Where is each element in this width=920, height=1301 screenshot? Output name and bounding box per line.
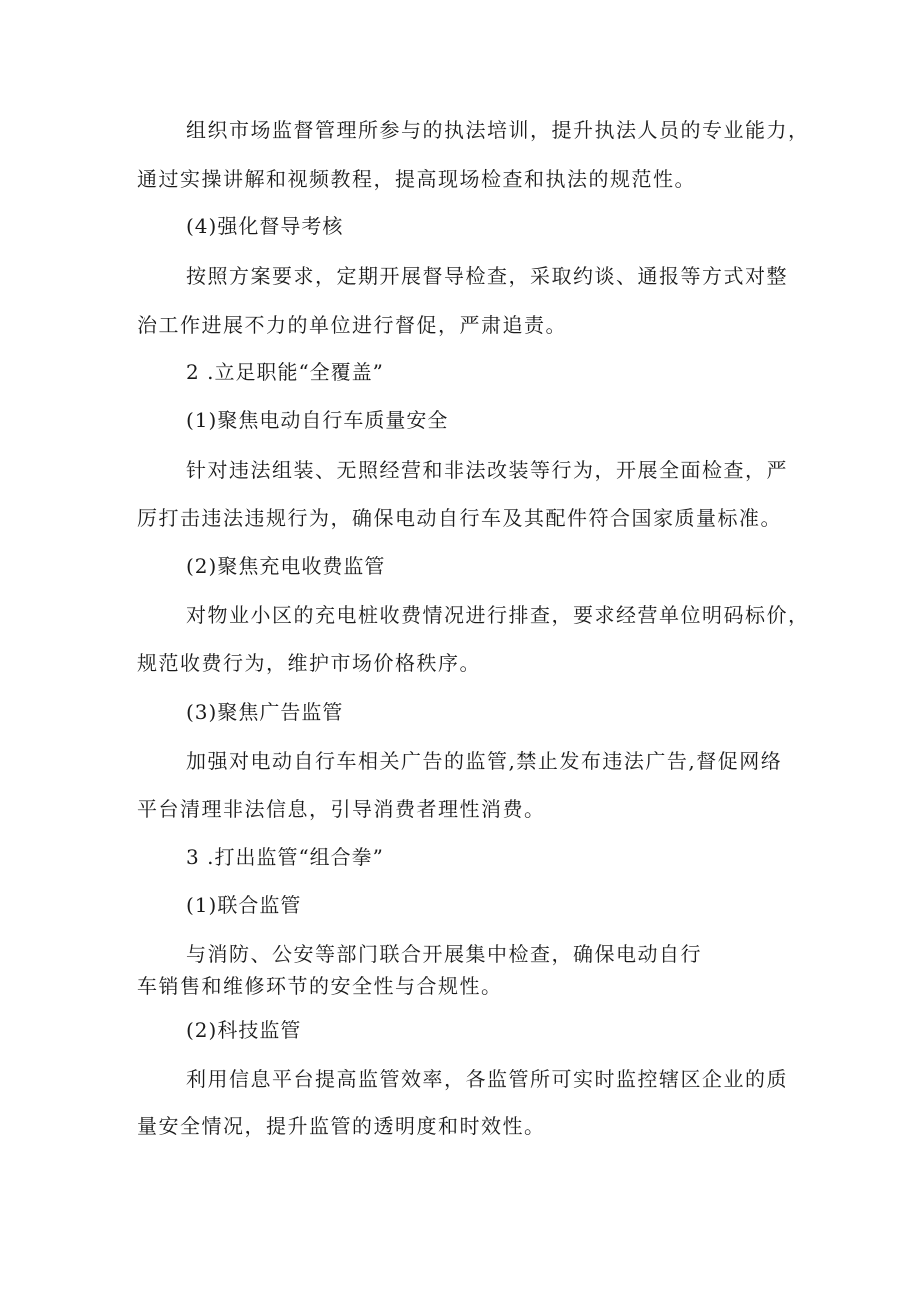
section-heading: (4)强化督导考核 bbox=[186, 214, 344, 238]
section-heading: (2)科技监管 bbox=[186, 1018, 302, 1042]
paragraph-line: 按照方案要求，定期开展督导检查，采取约谈、通报等方式对整 bbox=[186, 264, 788, 288]
paragraph-line: 组织市场监督管理所参与的执法培训，提升执法人员的专业能力， bbox=[186, 118, 810, 142]
paragraph-line: 利用信息平台提高监管效率，各监管所可实时监控辖区企业的质 bbox=[186, 1067, 788, 1091]
paragraph-line: 平台清理非法信息，引导消费者理性消费。 bbox=[137, 797, 546, 821]
section-heading: 2 .立足职能“全覆盖” bbox=[186, 360, 384, 384]
section-heading: (2)聚焦充电收费监管 bbox=[186, 554, 386, 578]
paragraph-line: 车销售和维修环节的安全性与合规性。 bbox=[137, 974, 503, 998]
paragraph-line: 加强对电动自行车相关广告的监管,禁止发布违法广告,督促网络 bbox=[186, 749, 783, 773]
paragraph-line: 针对违法组装、无照经营和非法改装等行为，开展全面检查，严 bbox=[186, 458, 788, 482]
paragraph-line: 厉打击违法违规行为，确保电动自行车及其配件符合国家质量标准。 bbox=[137, 506, 782, 530]
paragraph-line: 通过实操讲解和视频教程，提高现场检查和执法的规范性。 bbox=[137, 167, 696, 191]
section-heading: (3)聚焦广告监管 bbox=[186, 700, 344, 724]
paragraph-line: 对物业小区的充电桩收费情况进行排查，要求经营单位明码标价， bbox=[186, 603, 810, 627]
paragraph-line: 规范收费行为，维护市场价格秩序。 bbox=[137, 651, 481, 675]
section-heading: 3 .打出监管“组合拳” bbox=[186, 845, 384, 869]
section-heading: (1)聚焦电动自行车质量安全 bbox=[186, 408, 449, 432]
paragraph-line: 治工作进展不力的单位进行督促，严肃追责。 bbox=[137, 313, 567, 337]
paragraph-line: 量安全情况，提升监管的透明度和时效性。 bbox=[137, 1114, 546, 1138]
paragraph-line: 与消防、公安等部门联合开展集中检查，确保电动自行 bbox=[186, 942, 702, 966]
section-heading: (1)联合监管 bbox=[186, 893, 302, 917]
